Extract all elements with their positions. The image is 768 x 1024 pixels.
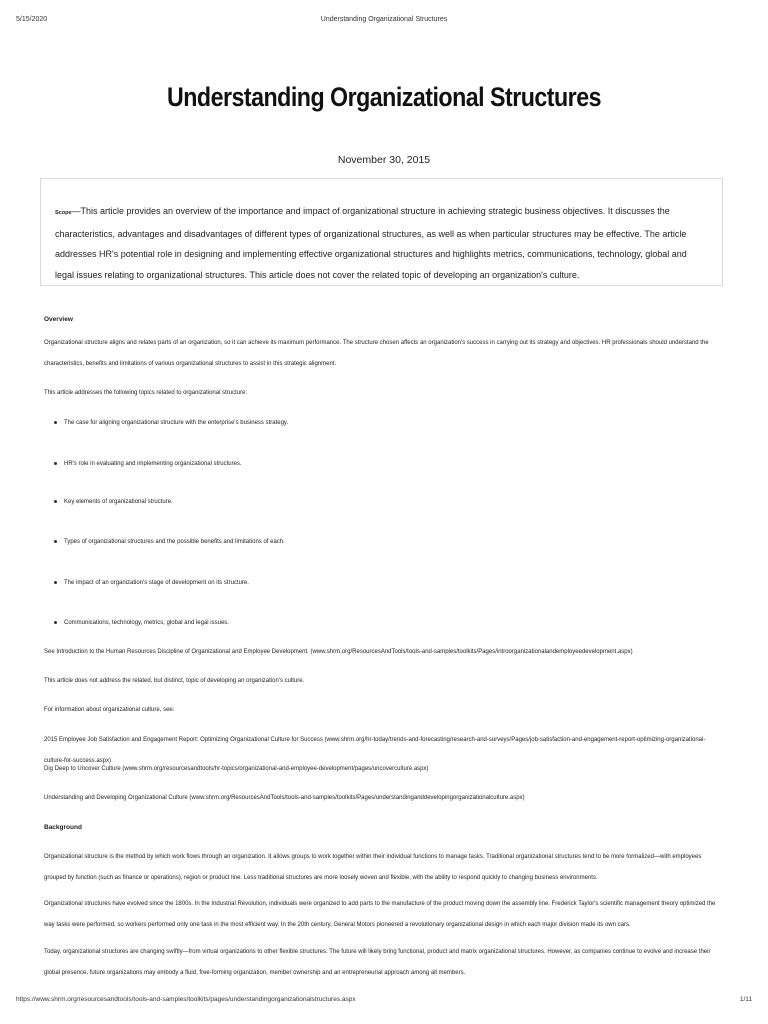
bullet-icon bbox=[54, 621, 57, 624]
print-footer bbox=[16, 996, 752, 1006]
see-introduction-link[interactable]: See Introduction to the Human Resources Discipline of Organizational and Employee Development. (www.shrm.org/ResourcesAndTools/tools-and-samples/toolkits/Pages/introorganizationalandemployeedevelopment.aspx) bbox=[44, 649, 633, 655]
scope-text: —This article provides an overview of the importance and impact of organizational structure in achieving strategic business objectives. It discusses the characteristics, advantages and disadvantages of different types of organizational structures, as well as when particular structures may be effective. The article addresses HR's potential role in designing and implementing effective organizational structures and highlights metrics, communications, technology, global and legal issues relating to organizational structures. This article does not cover the related topic of developing an organization's culture. bbox=[55, 206, 687, 280]
list-item: The impact of an organization's stage of development on its structure. bbox=[54, 576, 249, 590]
bullet-icon bbox=[54, 462, 57, 465]
article-date: November 30, 2015 bbox=[337, 154, 431, 166]
bullet-icon bbox=[54, 500, 57, 503]
culture-link-dig-deep[interactable]: Dig Deep to Uncover Culture (www.shrm.org/resourcesandtools/hr-topics/organizational-and-employee-development/pages/uncoverculture.aspx) bbox=[44, 766, 429, 772]
culture-link-understanding[interactable]: Understanding and Developing Organizational Culture (www.shrm.org/ResourcesAndTools/tools-and-samples/toolkits/Pages/understandinganddevelopingorganizationalculture.aspx) bbox=[44, 795, 525, 801]
background-paragraph-3: Today, organizational structures are changing swiftly—from virtual organizations to other flexible structures. The future will likely bring functional, product and matrix organizational structures. However, as companies continue to evolve and increase their global presence, future organizations may embody a fluid, free-forming organization, member ownership and an entrepreneurial approach among all members. bbox=[44, 949, 711, 976]
print-page-title: Understanding Organizational Structures bbox=[320, 16, 448, 23]
culture-note: This article does not address the related, but distinct, topic of developing an organization's culture. bbox=[44, 678, 305, 684]
list-item: Types of organizational structures and the possible benefits and limitations of each. bbox=[54, 535, 285, 549]
background-paragraph-2: Organizational structures have evolved since the 1800s. In the Industrial Revolution, individuals were organized to add parts to the manufacture of the product moving down the assembly line. Frederick Taylor's scientific management theory optimized the way tasks were performed, so workers performed only one task in the most efficient way. In the 20th century, General Motors pioneered a revolutionary organizational design in which each major division made its own cars. bbox=[44, 901, 716, 928]
overview-paragraph-2: This article addresses the following topics related to organizational structure: bbox=[44, 390, 248, 396]
scope-label: Scope bbox=[55, 210, 72, 216]
article-title: Understanding Organizational Structures bbox=[166, 82, 602, 112]
list-item: The case for aligning organizational structure with the enterprise's business strategy. bbox=[54, 416, 288, 430]
scope-box bbox=[40, 178, 723, 286]
background-heading: Background bbox=[44, 824, 82, 831]
bullet-icon bbox=[54, 540, 57, 543]
print-header bbox=[16, 16, 752, 26]
bullet-icon bbox=[54, 581, 57, 584]
list-item: Communications, technology, metrics, global and legal issues. bbox=[54, 616, 229, 630]
culture-link-engagement-report[interactable]: 2015 Employee Job Satisfaction and Engagement Report: Optimizing Organizational Culture for Success (www.shrm.org/hr-today/trends-and-forecasting/research-and-surveys/Pages/job-satisfaction-and-engagement-report-optimizing-organizational-culture-for-success.aspx) bbox=[44, 737, 706, 764]
culture-info-intro: For information about organizational culture, see: bbox=[44, 707, 175, 713]
overview-paragraph-1: Organizational structure aligns and relates parts of an organization, so it can achieve its maximum performance. The structure chosen affects an organization's success in carrying out its strategy and objectives. HR professionals should understand the characteristics, benefits and limitations of various organizational structures to assist in this strategic alignment. bbox=[44, 340, 709, 367]
overview-heading: Overview bbox=[44, 316, 73, 323]
bullet-icon bbox=[54, 421, 57, 424]
page-number: 1/11 bbox=[739, 996, 752, 1003]
print-url: https://www.shrm.org/resourcesandtools/tools-and-samples/toolkits/pages/understandingorganizationalstructures.aspx bbox=[16, 996, 356, 1003]
scope-paragraph bbox=[55, 201, 708, 285]
background-paragraph-1: Organizational structure is the method by which work flows through an organization. It allows groups to work together within their individual functions to manage tasks. Traditional organizational structures tend to be more formalized—with employees grouped by function (such as finance or operations), region or product line. Less traditional structures are more loosely woven and flexible, with the ability to respond quickly to changing business environments. bbox=[44, 854, 702, 881]
list-item: HR's role in evaluating and implementing organizational structures. bbox=[54, 457, 242, 471]
print-date: 5/15/2020 bbox=[16, 16, 48, 23]
list-item: Key elements of organizational structure. bbox=[54, 495, 173, 509]
